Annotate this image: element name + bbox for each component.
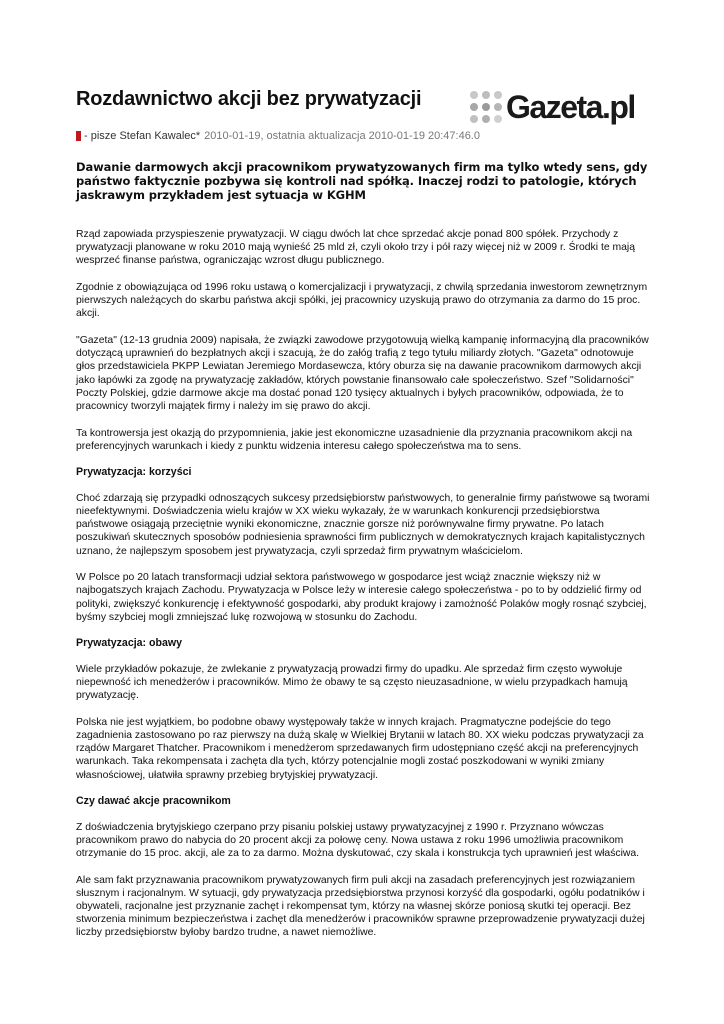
section-heading: Prywatyzacja: obawy: [76, 637, 182, 650]
dot-grid-logo-icon: [468, 89, 504, 125]
paragraph: "Gazeta" (12-13 grudnia 2009) napisała, że związki zawodowe przygotowują wielką kampanię informacyjną dla pracowników dotyczącą uprawnień do bezpłatnych akcji i szacują, że do załóg trafią z tego tytułu miliardy złotych. "Gazeta" odnotowuje głos przedstawiciela PKPP Lewiatan Jeremiego Mordasewcza, który oburza się na dawanie pracownikom darmowych akcji jako łapówki za zgodę na prywatyzację zakładów, których powstanie finansowało całe społeczeństwo. Szef "Solidarności" Poczty Polskiej, gdzie darmowe akcje ma dostać ponad 120 tysięcy aktualnych i byłych pracowników, odpowiada, że to pracownicy tworzyli majątek firmy i należy im się prawo do akcji.: [76, 335, 649, 413]
logo-text: Gazeta.pl: [506, 89, 635, 125]
paragraph: Ale sam fakt przyznawania pracownikom prywatyzowanych firm puli akcji na zasadach preferencyjnych jest rozwiązaniem słusznym i racjonalnym. W sytuacji, gdy prywatyzacja przedsiębiorstwa przynosi korzyść dla gospodarki, ogółu podatników i obywateli, racjonalne jest przyznanie zachęt i rekompensat tym, którzy na własnej skórze poniosą skutki tej operacji. Bez stworzenia minimum bezpieczeństwa i zachęt dla menedżerów i pracowników sprawne przeprowadzenie prywatyzacji dużej liczby przedsiębiorstw byłoby bardzo trudne, a nawet niemożliwe.: [76, 874, 645, 939]
paragraph: Ta kontrowersja jest okazją do przypomnienia, jakie jest ekonomiczne uzasadnienie dla przyznania pracownikom akcji na preferencyjnych warunkach i kiedy z punktu widzenia interesu całego społeczeństwa ma to sens.: [76, 427, 633, 452]
article-header: [76, 80, 650, 128]
paragraph: W Polsce po 20 latach transformacji udział sektora państwowego w gospodarce jest wciąż znacznie większy niż w najbogatszych krajach Zachodu. Prywatyzacja w Polsce leży w interesie całego społeczeństwa - po to by oddzielić firmy od polityki, zwiększyć konkurencję i efektywność gospodarki, aby produkt krajowy i zamożność Polaków mogły rosnąć szybciej, byśmy szybciej mogli zmniejszać lukę rozwojową w stosunku do Zachodu.: [76, 572, 647, 623]
section-heading: Czy dawać akcje pracownikom: [76, 795, 231, 808]
byline-author: - pisze Stefan Kawalec*: [84, 130, 201, 142]
byline-date: 2010-01-19, ostatnia aktualizacja 2010-01-19 20:47:46.0: [204, 130, 480, 142]
article-body: [76, 228, 650, 940]
paragraph: Choć zdarzają się przypadki odnoszących sukcesy przedsiębiorstw państwowych, to generalnie firmy państwowe są tworami nieefektywnymi. Doświadczenia wielu krajów w XX wieku wykazały, że w warunkach konkurencji przedsiębiorstwa państwowe osiągają przeciętnie wyniki ekonomiczne, znacznie gorsze niż porównywalne firmy prywatne. Po latach poszukiwań skutecznych sposobów podniesienia sprawności firm publicznych w demokratycznych krajach kapitalistycznych uznano, że najlepszym sposobem jest prywatyzacja, czyli sprzedaż firm prywatnym właścicielom.: [76, 492, 650, 557]
paragraph: Zgodnie z obowiązująca od 1996 roku ustawą o komercjalizacji i prywatyzacji, z chwilą sprzedania inwestorom zewnętrznym pierwszych należących do skarbu państwa akcji spółki, jej pracownicy uzyskują prawo do otrzymania za darmo do 15 proc. akcji.: [76, 282, 648, 320]
red-marker-icon: [76, 131, 81, 141]
section-heading: Prywatyzacja: korzyści: [76, 466, 192, 479]
article-page: [76, 80, 650, 953]
article-lead: Dawanie darmowych akcji pracownikom prywatyzowanych firm ma tylko wtedy sens, gdy państwo faktycznie pozbywa się kontroli nad spółką. Inaczej rodzi to patologie, których jaskrawym przykładem jest sytuacja w KGHM: [76, 160, 648, 202]
paragraph: Wiele przykładów pokazuje, że zwlekanie z prywatyzacją prowadzi firmy do upadku. Ale sprzedaż firm często wywołuje niepewność ich menedżerów i pracowników. Mimo że obawy te są często nieuzasadnione, w wielu przypadkach hamują prywatyzację.: [76, 663, 628, 702]
paragraph: Rząd zapowiada przyspieszenie prywatyzacji. W ciągu dwóch lat chce sprzedać akcje ponad 800 spółek. Przychody z prywatyzacji planowane w roku 2010 mają wynieść 25 mld zł, czyli około trzy i pół razy więcej niż w 2009 r. Środki te mają wesprzeć finanse państwa, ograniczając wzrost długu publicznego.: [76, 229, 636, 267]
paragraph: Polska nie jest wyjątkiem, bo podobne obawy występowały także w innych krajach. Pragmatyczne podejście do tego zagadnienia zastosowano po raz pierwszy na dużą skalę w Wielkiej Brytanii w latach 80. XX wieku podczas prywatyzacji za rządów Margaret Thatcher. Pracownikom i menedżerom sprzedawanych firm udostępniano część akcji na preferencyjnych warunkach. Taka rekompensata i zachęta dla tych, którzy potencjalnie mogli zostać poszkodowani w wyniki zmiany własnościowej, ułatwiła sprawny przebieg brytyjskiej prywatyzacji.: [76, 716, 644, 781]
gazeta-logo[interactable]: [468, 87, 650, 127]
byline: [76, 128, 650, 144]
article-title: Rozdawnictwo akcji bez prywatyzacji: [76, 88, 422, 110]
paragraph: Z doświadczenia brytyjskiego czerpano przy pisaniu polskiej ustawy prywatyzacyjnej z 1990 r. Przyznano wówczas pracownikom prawo do nabycia do 20 procent akcji za połowę ceny. Nowa ustawa z roku 1996 umożliwia pracownikom otrzymanie do 15 proc. akcji, ale za to za darmo. Można dyskutować, czy skala i konstrukcja tych uprawnień jest właściwa.: [76, 821, 640, 859]
